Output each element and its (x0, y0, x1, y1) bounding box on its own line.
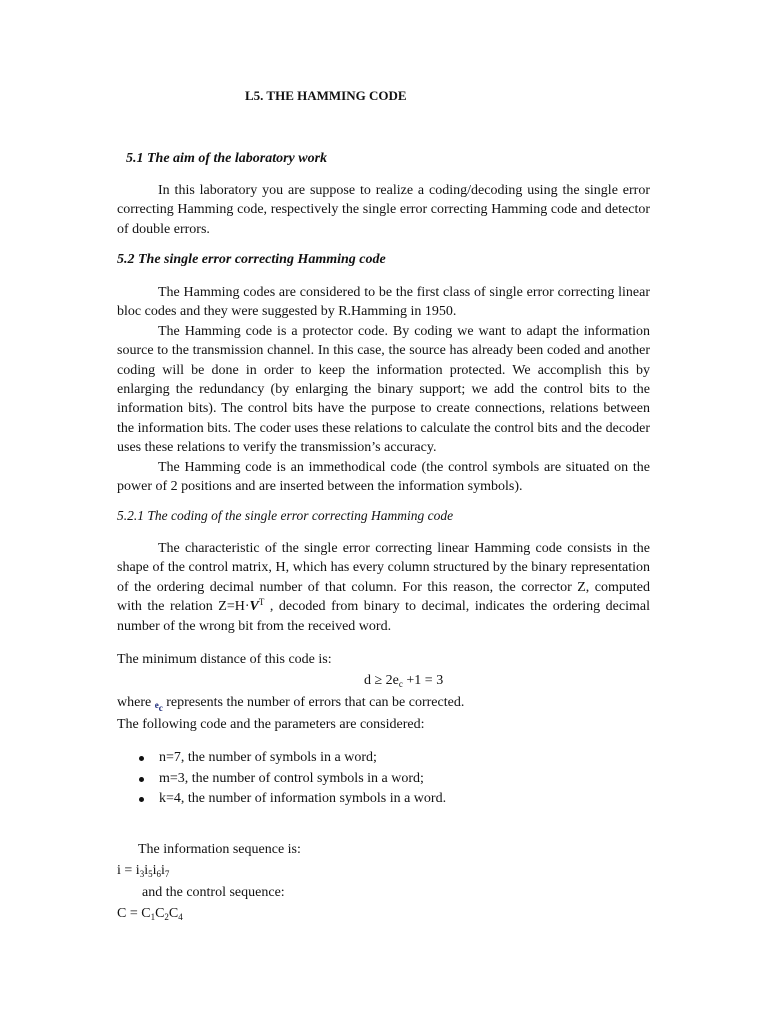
control-sequence-formula (117, 906, 183, 922)
info-symbol-2: i (144, 863, 149, 878)
ec-symbol-subscript: c (158, 703, 163, 713)
following-code-text: The following code and the parameters are considered: (117, 717, 425, 732)
section-5-1-body (117, 181, 650, 239)
section-5-2-1-heading: 5.2.1 The coding of the single error correcting Hamming code (117, 508, 454, 523)
formula-d-subscript: c (398, 679, 403, 689)
section-5-2-paragraph-3: The Hamming code is an immethodical code (the control symbols are situated on the power of 2 positions and are inserted between the information symbols). (117, 459, 650, 495)
vector-v-symbol: V (249, 599, 259, 615)
info-symbol-3: i (152, 863, 157, 878)
list-item: n=7, the number of symbols in a word; (117, 748, 446, 769)
ec-symbol-letter: e (154, 700, 159, 710)
ec-symbol (154, 700, 163, 713)
ctrl-symbol-2: C (155, 906, 165, 921)
info-subscript-3: 6 (156, 869, 161, 879)
section-5-2-1-paragraph (117, 539, 650, 636)
info-symbol-4: i (160, 863, 165, 878)
ctrl-subscript-1: 1 (150, 912, 156, 922)
formula-d-right: +1 = 3 (402, 673, 444, 688)
where-line (117, 695, 464, 711)
section-5-2-paragraph-1: The Hamming codes are considered to be the first class of single error correcting linear bloc codes and they were suggested by R.Hamming in 1950. (117, 285, 650, 320)
control-sequence-text: and the control sequence: (142, 885, 285, 900)
parameter-list (117, 748, 446, 810)
info-sequence-text: The information sequence is: (138, 842, 301, 857)
list-item: k=4, the number of information symbols in a word. (117, 789, 446, 810)
section-5-2-paragraph-2: The Hamming code is a protector code. By coding we want to adapt the information source to the transmission channel. In this case, the source has already been coded and another coding will be done in order to keep the information protected. We accomplish this by enlarging the redundancy (by enlarging the binary support; we add the control bits to the information bits). The control bits have the purpose to create connections, relations between the information bits. The coder uses these relations to calculate the control bits and the decoder uses these relations to verify the transmission’s accuracy. (117, 323, 650, 456)
ctrl-formula-start: C = C (117, 906, 151, 921)
min-distance-text: The minimum distance of this code is: (117, 652, 332, 667)
info-subscript-2: 5 (148, 869, 153, 879)
where-text-end: represents the number of errors that can be corrected. (162, 695, 465, 710)
paragraph-text-end: , decoded from binary to decimal, indicates the ordering decimal number of the wrong bit from the received word. (117, 599, 650, 634)
section-5-1-paragraph: In this laboratory you are suppose to realize a coding/decoding using the single error correcting Hamming code, respectively the single error correcting Hamming code and detector of double errors. (117, 183, 650, 237)
ctrl-symbol-3: C (168, 906, 179, 921)
section-5-1-heading: 5.1 The aim of the laboratory work (126, 151, 328, 166)
section-5-2-body (117, 283, 650, 496)
paragraph-text-start: The characteristic of the single error correcting linear Hamming code consists in the shape of the control matrix, H, which has every column structured by the binary representation of the ordering decimal number of that column. For this reason, the corrector Z, computed with the relation Z=H· (117, 541, 650, 615)
formula-d-left: d ≥ 2e (364, 673, 399, 688)
info-subscript-1: 3 (139, 869, 145, 879)
page-title: L5. THE HAMMING CODE (245, 88, 407, 103)
transpose-superscript: T (258, 597, 265, 608)
ctrl-subscript-2: 2 (164, 912, 169, 922)
info-sequence-formula (117, 863, 169, 879)
info-formula-start: i = i (117, 863, 140, 878)
section-5-2-heading: 5.2 The single error correcting Hamming code (117, 252, 386, 267)
info-subscript-4: 7 (164, 869, 170, 879)
list-item: m=3, the number of control symbols in a word; (117, 769, 446, 790)
min-distance-formula (364, 673, 443, 689)
where-text-start: where (117, 695, 155, 710)
ctrl-subscript-3: 4 (178, 912, 183, 922)
section-5-2-1-body (117, 539, 650, 636)
